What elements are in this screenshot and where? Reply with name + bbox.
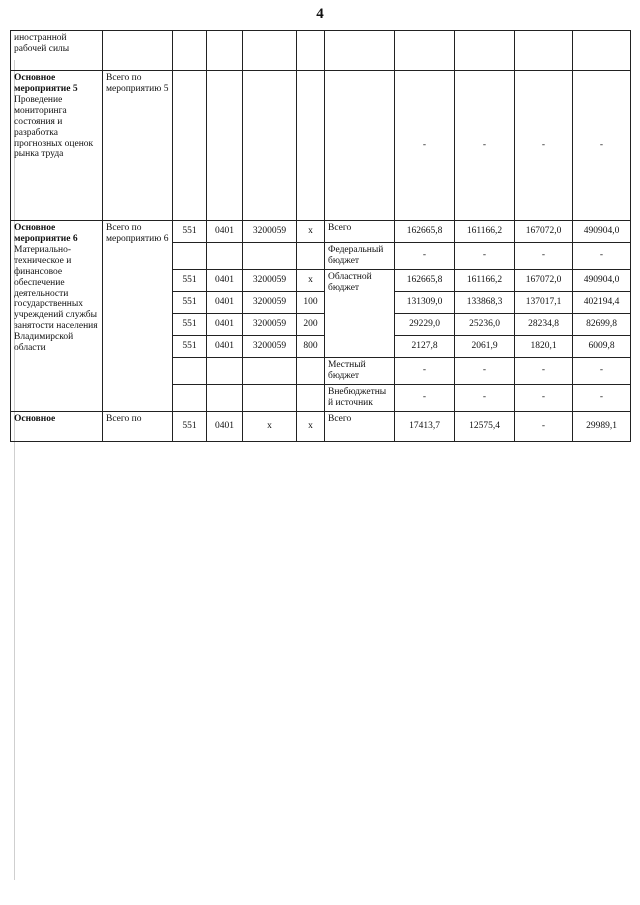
csr-cell: х	[243, 411, 297, 441]
value-year1-cell: -	[395, 71, 455, 221]
source-cell	[325, 31, 395, 71]
source-cell: Всего	[325, 221, 395, 243]
csr-cell: 3200059	[243, 269, 297, 291]
event-name-cell	[11, 221, 103, 412]
value-year2-cell: -	[455, 71, 515, 221]
rzpr-cell	[207, 71, 243, 221]
value-year2-cell: 133868,3	[455, 291, 515, 313]
vr-cell	[297, 243, 325, 270]
vr-cell: 100	[297, 291, 325, 313]
vr-cell: 200	[297, 313, 325, 335]
value-year2-cell	[455, 31, 515, 71]
table-row	[11, 221, 631, 243]
rzpr-cell	[207, 31, 243, 71]
event-title: Основное мероприятие 6	[14, 223, 78, 244]
value-total-cell: 490904,0	[573, 269, 631, 291]
rzpr-cell: 0401	[207, 291, 243, 313]
value-year1-cell: 17413,7	[395, 411, 455, 441]
vr-cell	[297, 384, 325, 411]
rzpr-cell: 0401	[207, 221, 243, 243]
grbs-cell: 551	[173, 291, 207, 313]
value-year1-cell: 162665,8	[395, 221, 455, 243]
event-description: Проведение мониторинга состояния и разработка прогнозных оценок рынка труда	[14, 94, 94, 160]
grbs-cell: 551	[173, 411, 207, 441]
source-cell: Федеральный бюджет	[325, 243, 395, 270]
vr-cell	[297, 357, 325, 384]
grbs-cell	[173, 243, 207, 270]
value-year3-cell: -	[515, 357, 573, 384]
value-year1-cell: 162665,8	[395, 269, 455, 291]
value-year3-cell: 137017,1	[515, 291, 573, 313]
value-total-cell: 490904,0	[573, 221, 631, 243]
value-year2-cell: -	[455, 357, 515, 384]
value-year3-cell: -	[515, 411, 573, 441]
event-name-cell	[11, 411, 103, 441]
rzpr-cell: 0401	[207, 313, 243, 335]
csr-cell	[243, 31, 297, 71]
value-total-cell: 82699,8	[573, 313, 631, 335]
rzpr-cell: 0401	[207, 269, 243, 291]
vr-cell	[297, 31, 325, 71]
value-year1-cell: 131309,0	[395, 291, 455, 313]
value-total-cell: -	[573, 384, 631, 411]
rzpr-cell: 0401	[207, 335, 243, 357]
grbs-cell: 551	[173, 269, 207, 291]
plan-cell: Всего по мероприятию 5	[103, 71, 173, 221]
value-year2-cell: -	[455, 384, 515, 411]
event-title: Основное мероприятие 5	[14, 73, 78, 94]
grbs-cell: 551	[173, 313, 207, 335]
source-cell: Областной бюджет	[325, 269, 395, 357]
vr-cell: х	[297, 221, 325, 243]
value-year1-cell	[395, 31, 455, 71]
value-total-cell: -	[573, 357, 631, 384]
rzpr-cell	[207, 243, 243, 270]
value-year3-cell: -	[515, 243, 573, 270]
event-name-cell	[11, 71, 103, 221]
value-year3-cell: -	[515, 71, 573, 221]
value-year2-cell: 2061,9	[455, 335, 515, 357]
rzpr-cell: 0401	[207, 411, 243, 441]
value-total-cell	[573, 31, 631, 71]
value-year3-cell: 1820,1	[515, 335, 573, 357]
value-year3-cell	[515, 31, 573, 71]
value-year2-cell: 25236,0	[455, 313, 515, 335]
value-year1-cell: 2127,8	[395, 335, 455, 357]
grbs-cell	[173, 71, 207, 221]
value-year2-cell: 12575,4	[455, 411, 515, 441]
value-year2-cell: 161166,2	[455, 269, 515, 291]
value-total-cell: 29989,1	[573, 411, 631, 441]
csr-cell	[243, 243, 297, 270]
plan-cell: Всего по	[103, 411, 173, 441]
csr-cell: 3200059	[243, 335, 297, 357]
vr-cell: 800	[297, 335, 325, 357]
event-description: Материально-техническое и финансовое обеспечение деятельности государственных учреждений службы занятости населения Владимирской области	[14, 244, 98, 354]
page-number: 4	[316, 6, 324, 22]
table-row	[11, 31, 631, 71]
csr-cell	[243, 384, 297, 411]
value-year2-cell: 161166,2	[455, 221, 515, 243]
grbs-cell	[173, 31, 207, 71]
value-year3-cell: 167072,0	[515, 269, 573, 291]
value-total-cell: 6009,8	[573, 335, 631, 357]
grbs-cell	[173, 357, 207, 384]
table-row	[11, 411, 631, 441]
value-total-cell: -	[573, 243, 631, 270]
event-name-cell: иностранной рабочей силы	[11, 31, 103, 71]
plan-cell: Всего по мероприятию 6	[103, 221, 173, 412]
value-year3-cell: -	[515, 384, 573, 411]
value-year1-cell: -	[395, 384, 455, 411]
value-year1-cell: -	[395, 357, 455, 384]
rzpr-cell	[207, 357, 243, 384]
plan-cell	[103, 31, 173, 71]
source-cell	[325, 71, 395, 221]
vr-cell: х	[297, 269, 325, 291]
value-year3-cell: 167072,0	[515, 221, 573, 243]
source-cell: Местный бюджет	[325, 357, 395, 384]
grbs-cell: 551	[173, 221, 207, 243]
source-cell: Всего	[325, 411, 395, 441]
table-row	[11, 71, 631, 221]
csr-cell: 3200059	[243, 291, 297, 313]
value-total-cell: 402194,4	[573, 291, 631, 313]
value-year1-cell: 29229,0	[395, 313, 455, 335]
csr-cell: 3200059	[243, 221, 297, 243]
source-cell: Внебюджетный источник	[325, 384, 395, 411]
value-year3-cell: 28234,8	[515, 313, 573, 335]
value-year2-cell: -	[455, 243, 515, 270]
grbs-cell: 551	[173, 335, 207, 357]
vr-cell: х	[297, 411, 325, 441]
grbs-cell	[173, 384, 207, 411]
budget-table	[10, 30, 631, 442]
event-title: Основное	[14, 413, 56, 424]
csr-cell	[243, 71, 297, 221]
value-year1-cell: -	[395, 243, 455, 270]
value-total-cell: -	[573, 71, 631, 221]
rzpr-cell	[207, 384, 243, 411]
vr-cell	[297, 71, 325, 221]
csr-cell: 3200059	[243, 313, 297, 335]
csr-cell	[243, 357, 297, 384]
